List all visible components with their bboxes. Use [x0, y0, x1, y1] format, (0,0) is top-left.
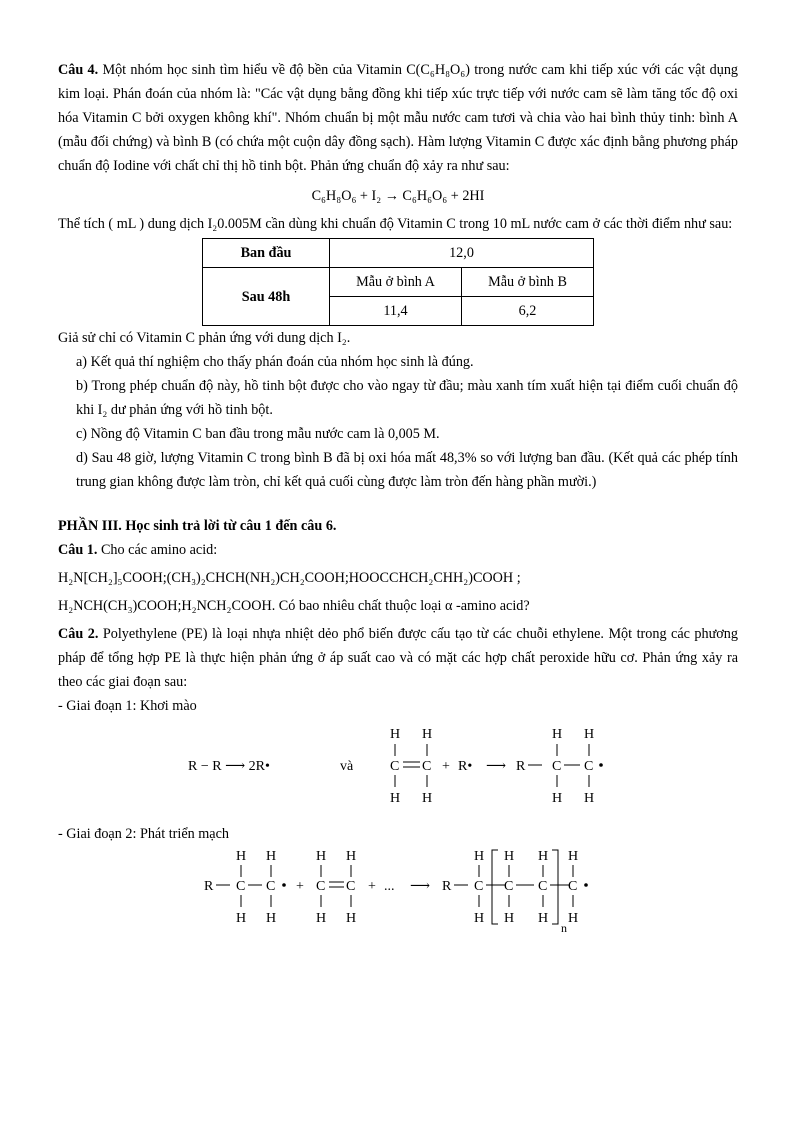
propagation-mechanism — [58, 846, 738, 938]
question-label: Câu 4. — [58, 62, 99, 78]
assumption: Giả sử chỉ có Vitamin C phản ứng với dung dịch I₂. — [58, 330, 351, 346]
svg-text:H: H — [266, 911, 277, 926]
svg-text:H: H — [504, 849, 515, 864]
svg-text:H: H — [568, 849, 579, 864]
amino-acid-formulas-1: H₂N[CH₂]₅COOH;(CH₃)₂CHCH(NH₂)CH₂COOH;HOOCCHCH₂CHH₂)COOH ; — [58, 570, 521, 586]
volume-description: Thể tích ( mL ) dung dịch I₂0.005M cần dùng khi chuẩn độ Vitamin C trong 10 mL nước cam ở các thời điểm như sau: — [58, 216, 733, 232]
svg-text:H: H — [422, 727, 433, 742]
svg-text:H: H — [552, 791, 563, 806]
svg-text:H: H — [422, 791, 433, 806]
stage-1-label: - Giai đoạn 1: Khơi mào — [58, 698, 197, 714]
part3-heading: PHẦN III. Học sinh trả lời từ câu 1 đến câu 6. — [58, 518, 337, 534]
statement-d: d) Sau 48 giờ, lượng Vitamin C trong bình B đã bị oxi hóa mất 48,3% so với lượng ban đầu. (Kết quả các phép tính trung gian không được làm tròn, chỉ kết quả cuối cùng được làm tròn đến hàng phần mười.) — [76, 450, 738, 490]
svg-text:H: H — [568, 911, 579, 926]
svg-text:⟶: ⟶ — [410, 879, 431, 894]
svg-text:n: n — [561, 921, 567, 935]
svg-text:R: R — [442, 879, 452, 894]
svg-text:+: + — [368, 879, 376, 894]
document-page — [58, 58, 738, 946]
question-text: Một nhóm học sinh tìm hiểu về độ bền của Vitamin C(C₆H₈O₆) trong nước cam khi tiếp xúc với các vật dụng kim loại. Phán đoán của nhóm là: "Các vật dụng bằng đồng khi tiếp xúc trực tiếp với nước cam sẽ làm tăng tốc độ oxi hóa Vitamin C bởi oxygen không khí". Nhóm chuẩn bị một mẫu nước cam tươi và chia vào hai bình thủy tinh: bình A (mẫu đối chứng) và bình B (có chứa một cuộn dây đồng sạch). Hàm lượng Vitamin C được xác định bằng phương pháp chuẩn độ Iodine với chất chỉ thị hồ tinh bột. Phản ứng chuẩn độ xảy ra như sau: — [58, 62, 739, 174]
svg-text:C: C — [504, 879, 514, 894]
row-initial-label: Ban đầu — [203, 239, 330, 268]
initiation-left-text: R − R ⟶ 2R• — [188, 759, 270, 774]
col-b-header: Mẫu ở bình B — [462, 268, 594, 297]
svg-text:C: C — [422, 759, 432, 774]
svg-text:H: H — [266, 849, 277, 864]
svg-text:H: H — [584, 791, 595, 806]
initiation-mechanism — [58, 718, 738, 814]
svg-text:H: H — [504, 911, 515, 926]
statement-a: a) Kết quả thí nghiệm cho thấy phán đoán của nhóm học sinh là đúng. — [76, 354, 474, 370]
svg-text:+: + — [296, 879, 304, 894]
svg-text:R•: R• — [458, 759, 473, 774]
titration-table — [202, 238, 594, 326]
svg-text:C: C — [552, 759, 562, 774]
amino-acid-formulas-2: H₂NCH(CH₃)COOH;H₂NCH₂COOH. Có bao nhiêu chất thuộc loại α -amino acid? — [58, 598, 530, 614]
svg-text:R: R — [516, 759, 526, 774]
and-text: và — [340, 759, 354, 774]
question-1: Câu 1. Cho các amino acid: — [58, 542, 218, 558]
svg-text:C: C — [316, 879, 326, 894]
svg-text:H: H — [538, 849, 549, 864]
svg-text:R: R — [204, 879, 214, 894]
statement-c: c) Nồng độ Vitamin C ban đầu trong mẫu nước cam là 0,005 M. — [76, 426, 440, 442]
svg-text:⟶: ⟶ — [486, 759, 507, 774]
stage-2-label: - Giai đoạn 2: Phát triển mạch — [58, 826, 229, 842]
row-48h-label: Sau 48h — [203, 268, 330, 326]
svg-text:C: C — [538, 879, 548, 894]
svg-text:H: H — [346, 849, 357, 864]
svg-text:H: H — [390, 727, 401, 742]
svg-text:C: C — [346, 879, 356, 894]
svg-text:H: H — [474, 849, 485, 864]
svg-text:H: H — [346, 911, 357, 926]
svg-text:H: H — [474, 911, 485, 926]
svg-text:C: C — [584, 759, 594, 774]
svg-text:H: H — [390, 791, 401, 806]
svg-text:H: H — [538, 911, 549, 926]
svg-text:C: C — [266, 879, 276, 894]
question-2: Câu 2. Polyethylene (PE) là loại nhựa nhiệt dẻo phổ biến được cấu tạo từ các chuỗi ethylene. Một trong các phương pháp để tổng hợp PE là thực hiện phản ứng ở áp suất cao và có mặt các hợp chất peroxide hữu cơ. Phản ứng xảy ra theo các giai đoạn sau: — [58, 626, 738, 690]
titration-equation: C₆H₈O₆ + I₂ → C₆H₆O₆ + 2HI — [311, 188, 485, 204]
svg-text:C: C — [236, 879, 246, 894]
svg-text:C: C — [474, 879, 484, 894]
statement-b: b) Trong phép chuẩn độ này, hồ tinh bột được cho vào ngay từ đầu; màu xanh tím xuất hiện tại điểm cuối chuẩn độ khi I₂ dư phản ứng với hồ tinh bột. — [76, 378, 738, 418]
svg-text:+: + — [442, 759, 450, 774]
svg-text:H: H — [316, 849, 327, 864]
value-b: 6,2 — [462, 297, 594, 326]
svg-text:...: ... — [384, 879, 395, 894]
col-a-header: Mẫu ở bình A — [330, 268, 462, 297]
row-initial-value: 12,0 — [330, 239, 594, 268]
value-a: 11,4 — [330, 297, 462, 326]
svg-text:H: H — [552, 727, 563, 742]
question-4 — [58, 58, 738, 178]
svg-text:C: C — [568, 879, 578, 894]
svg-text:C: C — [390, 759, 400, 774]
svg-text:H: H — [316, 911, 327, 926]
svg-text:H: H — [584, 727, 595, 742]
svg-text:H: H — [236, 849, 247, 864]
svg-text:H: H — [236, 911, 247, 926]
